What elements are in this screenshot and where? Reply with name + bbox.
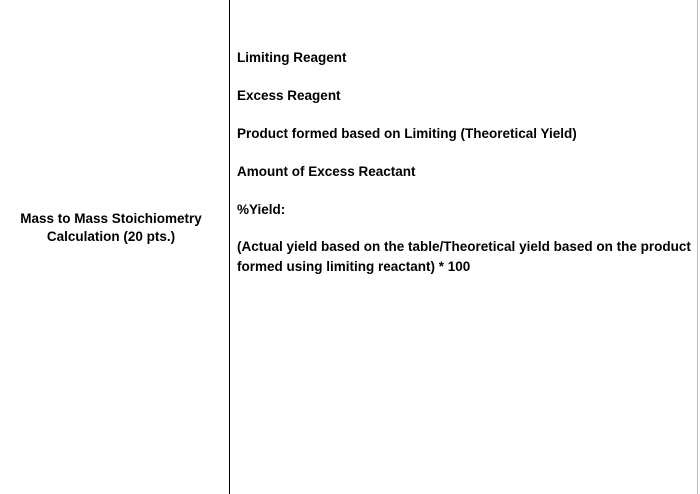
excess-reagent-text: Excess Reagent [237, 88, 341, 103]
column-divider [229, 0, 230, 494]
limiting-reagent-text: Limiting Reagent [237, 50, 347, 65]
criteria-label-line1: Mass to Mass Stoichiometry [20, 211, 202, 226]
criteria-label [0, 210, 222, 246]
percent-yield-heading: %Yield: [237, 202, 286, 217]
theoretical-yield-text: Product formed based on Limiting (Theoretical Yield) [237, 126, 577, 141]
right-border [697, 0, 698, 494]
percent-yield-formula: (Actual yield based on the table/Theoretical yield based on the product formed using limiting reactant) * 100 [237, 239, 691, 274]
criteria-label-line2: Calculation (20 pts.) [46, 229, 176, 244]
criteria-cell [0, 0, 229, 494]
requirements-cell [237, 0, 692, 494]
excess-reactant-amount-text: Amount of Excess Reactant [237, 164, 416, 179]
